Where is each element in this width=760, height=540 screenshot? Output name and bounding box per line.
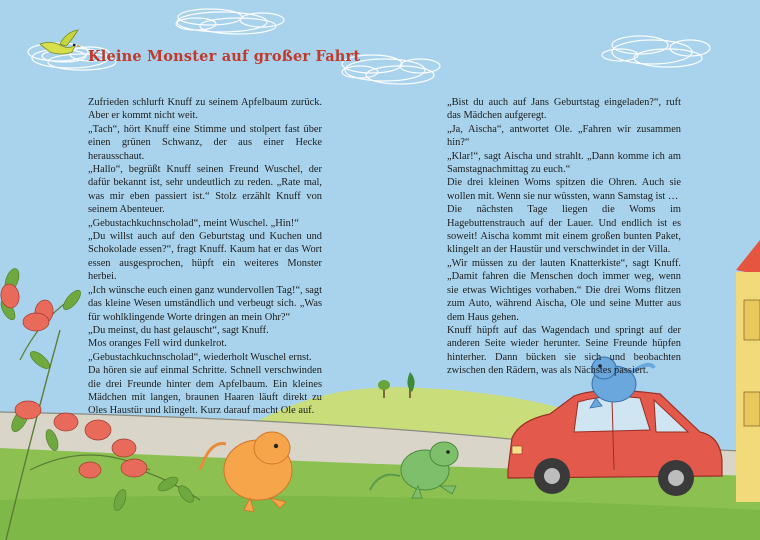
paragraph: „Du willst auch auf den Geburtstag und Kuchen und Schokolade essen?“, fragt Knuff. Kaum hat er das Wort essen ausgesprochen, hüpft ein weiteres Monster herbei.: [88, 231, 322, 283]
paragraph: Knuff hüpft auf das Wagendach und springt auf der anderen Seite wieder herunter. Seine Freunde hüpfen hinterher. Dann bücken sie sich und beobachten zwischen den Rädern, was als Nächstes passiert.: [447, 324, 681, 377]
text-column-right: [447, 96, 681, 378]
paragraph: „Klar!“, sagt Aischa und strahlt. „Dann komme ich am Samstagnachmittag zu euch.“: [447, 150, 681, 176]
paragraph: „Hallo“, begrüßt Knuff seinen Freund Wuschel, der dafür bekannt ist, sehr undeutlich zu reden. „Rate mal, was mir eben passiert ist.“ Stolz erzählt Knuff von seinem Abenteuer.: [88, 164, 322, 216]
paragraph: „Ja, Aischa“, antwortet Ole. „Fahren wir zusammen hin?“: [447, 123, 681, 149]
house: [736, 240, 760, 502]
paragraph: „Bist du auch auf Jans Geburtstag eingeladen?“, ruft das Mädchen aufgeregt.: [447, 97, 681, 122]
paragraph: „Gebustachkuchnscholad“, wiederholt Wuschel ernst.: [88, 351, 312, 363]
paragraph: „Ich wünsche euch einen ganz wundervollen Tag!“, sagt das kleine Wesen umständlich und verbeugt sich. „Was für wohlklingende Worte dringen an mein Ohr?“: [88, 284, 322, 323]
paragraph: „Du meinst, du hast gelauscht“, sagt Knuff.: [88, 324, 269, 336]
paragraph: Die nächsten Tage liegen die Woms im Hagebuttenstrauch auf der Lauer. Und endlich ist es soweit! Aischa kommt mit einem großen bunten Paket, klingelt an der Haustür und verschwindet in der Villa.: [447, 204, 681, 256]
paragraph: „Wir müssen zu der lauten Knatterkiste“, sagt Knuff. „Damit fahren die Menschen doch immer weg, wenn sie etwas Wichtiges vorhaben.“ Die drei Woms flitzen zum Auto, während Aischa, Ole und seine Mutter aus dem Haus gehen.: [447, 257, 681, 323]
paragraph: Da hören sie auf einmal Schritte. Schnell verschwinden die drei Freunde hinter dem Apfelbaum. Ein kleines Mädchen mit langen, braunen Haaren läuft direkt zu Oles Haustür und klingelt. Kurz darauf macht Ole auf.: [88, 365, 322, 417]
paragraph: „Gebustachkuchnscholad“, meint Wuschel. „Hin!“: [88, 217, 299, 229]
story-title: Kleine Monster auf großer Fahrt: [88, 48, 361, 65]
paragraph: Zufrieden schlurft Knuff zu seinem Apfelbaum zurück. Aber er kommt nicht weit.: [88, 97, 322, 122]
text-column-left: [88, 96, 322, 418]
paragraph: „Tach“, hört Knuff eine Stimme und stolpert fast über einen grünen Schwanz, der aus einer Hecke herausschaut.: [88, 123, 322, 162]
paragraph: Mos oranges Fell wird dunkelrot.: [88, 338, 227, 350]
paragraph: Die drei kleinen Woms spitzen die Ohren. Auch sie wollen mit. Wenn sie nur wüssten, wann Samstag ist …: [447, 177, 681, 202]
